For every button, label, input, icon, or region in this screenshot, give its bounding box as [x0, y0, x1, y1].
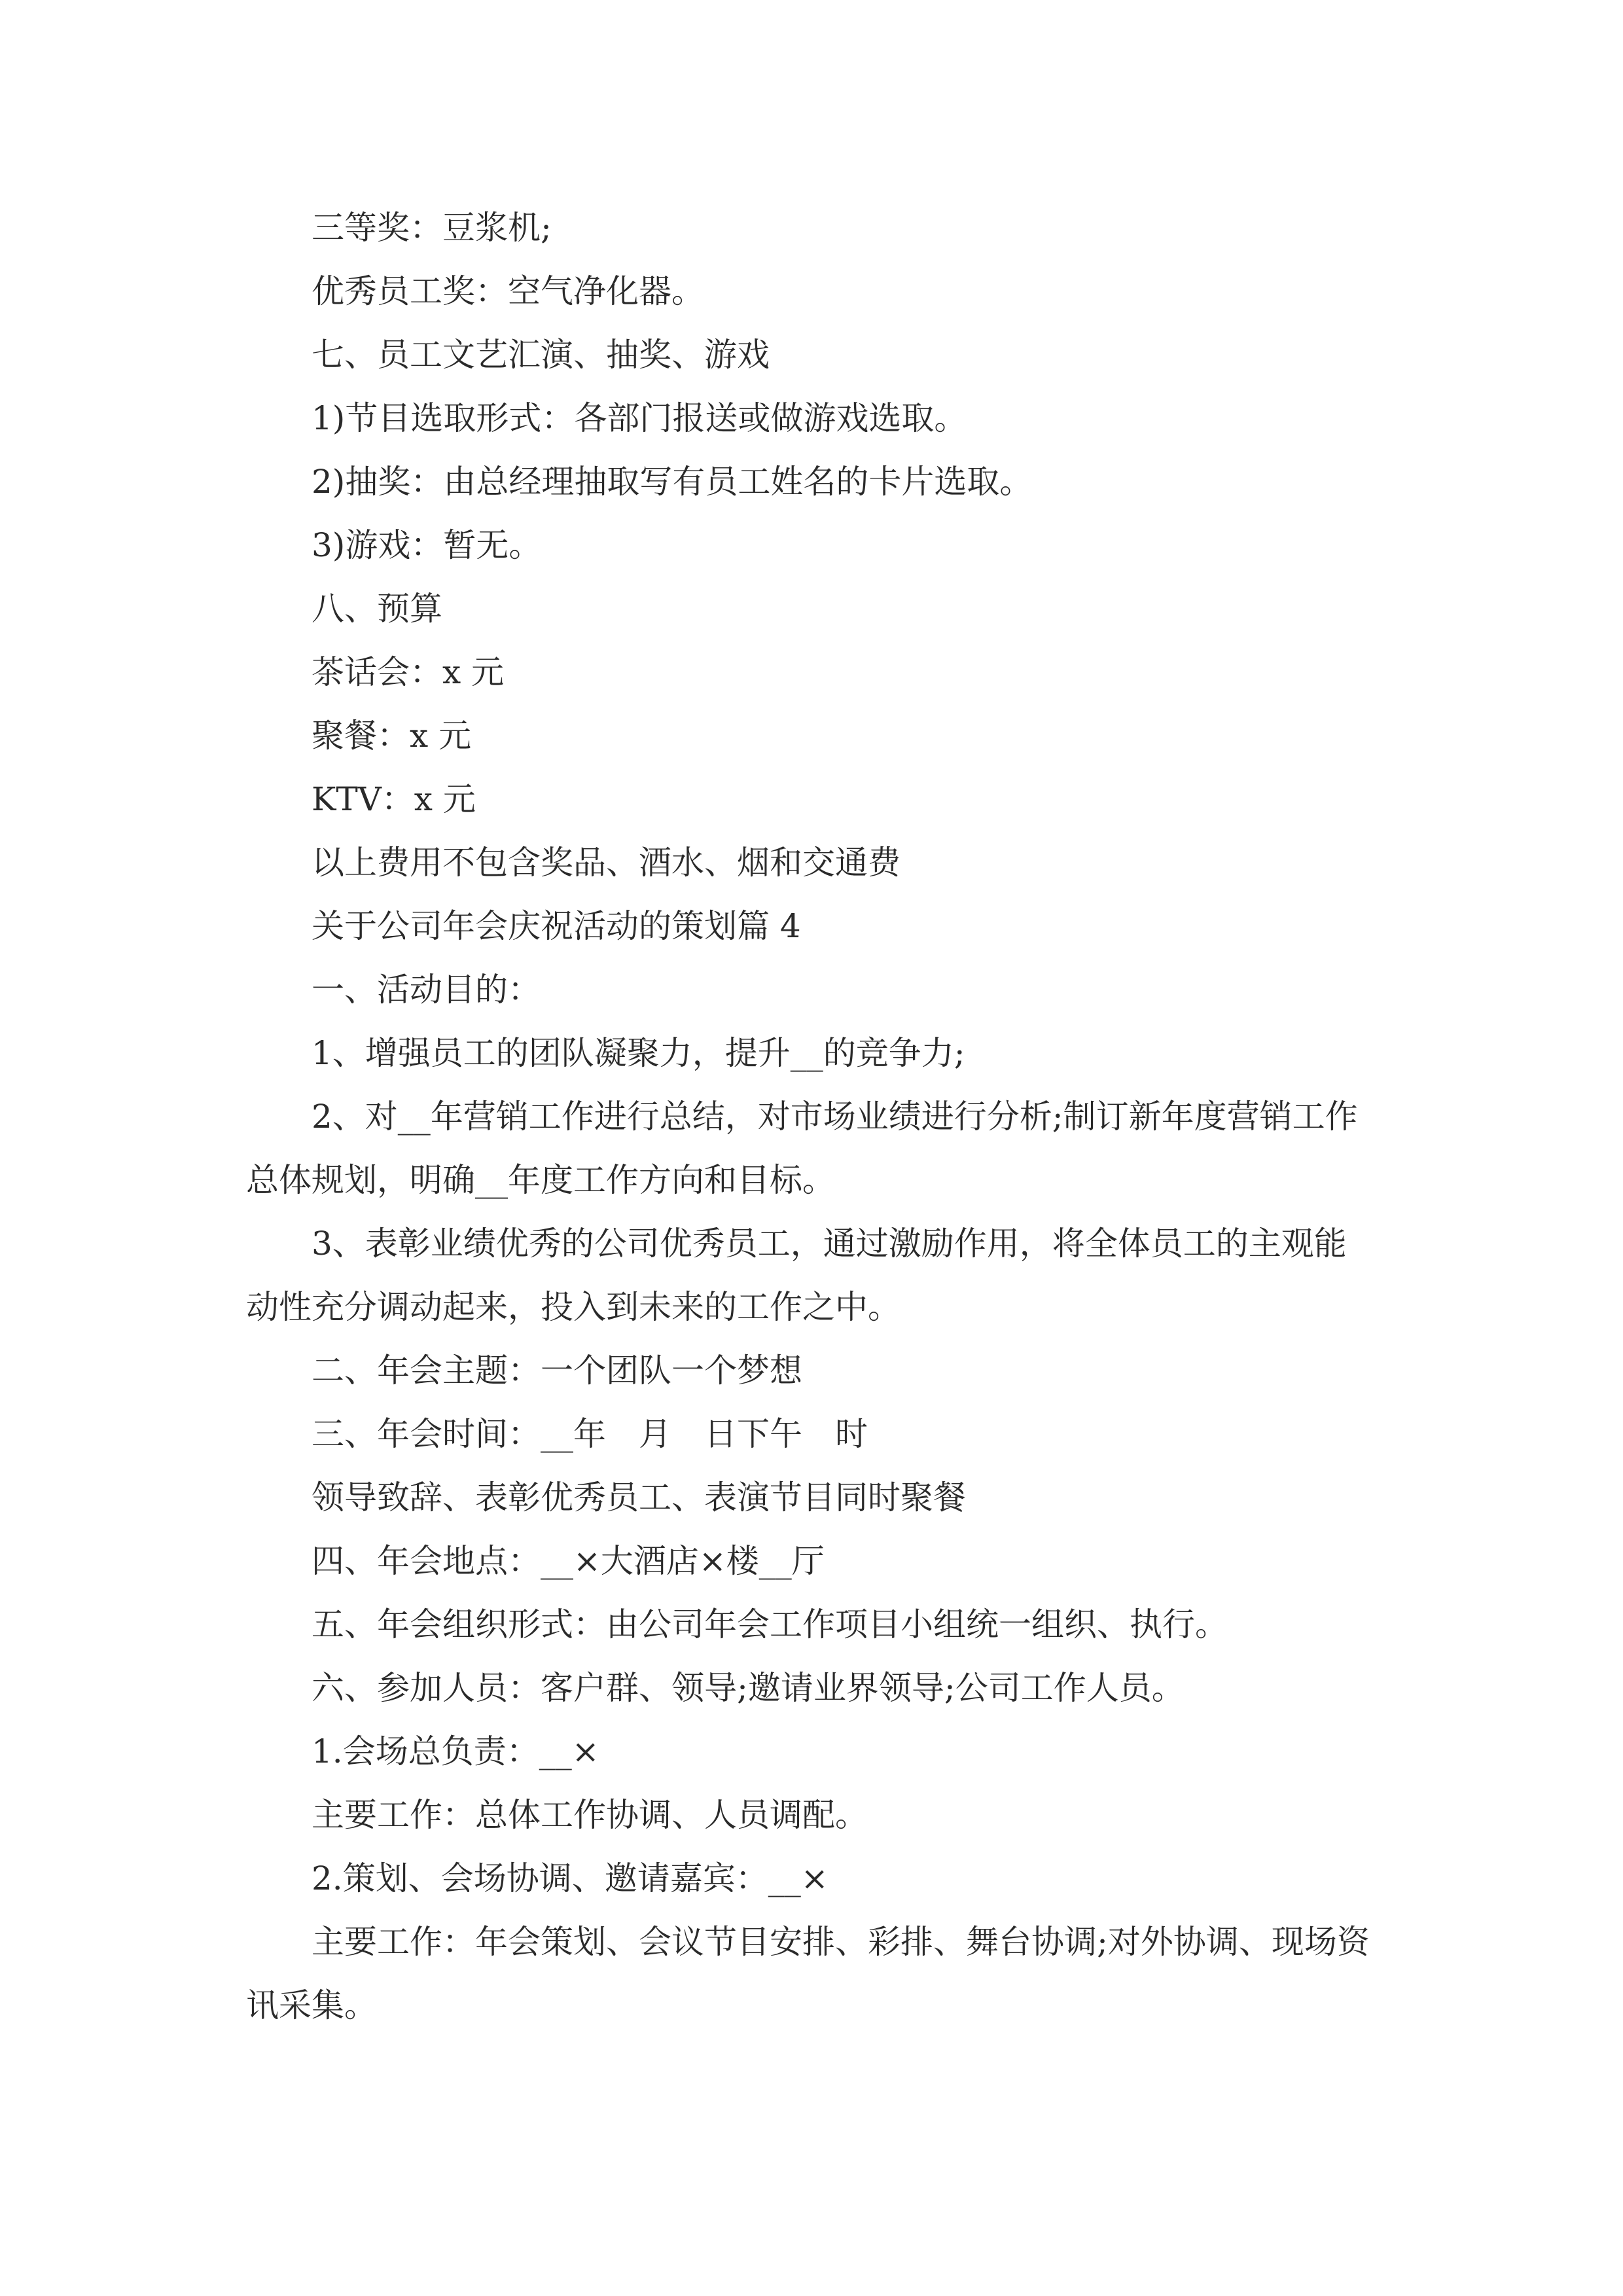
heading-purpose: 一、活动目的： — [312, 971, 541, 1009]
paragraph-planning-lead: 2.策划、会场协调、邀请嘉宾：__× — [312, 1859, 829, 1897]
paragraph-agenda: 领导致辞、表彰优秀员工、表演节目同时聚餐 — [312, 1479, 966, 1516]
paragraph-purpose-2: 2、对__年营销工作进行总结，对市场业绩进行分析;制订新年度营销工作总体规划，明确__年度工作方向和目标。 — [246, 1098, 1358, 1199]
paragraph-budget-ktv: KTV：x 元 — [312, 780, 476, 818]
heading-participants: 六、参加人员：客户群、领导;邀请业界领导;公司工作人员。 — [312, 1669, 1185, 1707]
paragraph-budget-tea-party: 茶话会：x 元 — [312, 653, 505, 691]
heading-venue: 四、年会地点：__×大酒店×楼__厅 — [312, 1542, 825, 1580]
document-body — [246, 196, 1378, 2037]
paragraph-excellent-employee-prize: 优秀员工奖：空气净化器。 — [312, 272, 704, 310]
heading-theme: 二、年会主题：一个团队一个梦想 — [312, 1352, 802, 1390]
paragraph-purpose-1: 1、增强员工的团队凝聚力，提升__的竞争力; — [312, 1034, 965, 1072]
paragraph-purpose-3: 3、表彰业绩优秀的公司优秀员工，通过激励作用，将全体员工的主观能动性充分调动起来，投入到未来的工作之中。 — [246, 1225, 1347, 1326]
paragraph-budget-dinner: 聚餐：x 元 — [312, 717, 472, 755]
paragraph-planning-lead-duties: 主要工作：年会策划、会议节目安排、彩排、舞台协调;对外协调、现场资讯采集。 — [246, 1923, 1370, 2024]
paragraph-venue-lead-duties: 主要工作：总体工作协调、人员调配。 — [312, 1796, 868, 1834]
paragraph-program-selection: 1)节目选取形式：各部门报送或做游戏选取。 — [312, 399, 967, 437]
paragraph-games: 3)游戏：暂无。 — [312, 526, 542, 564]
heading-section-8: 八、预算 — [312, 590, 442, 628]
heading-section-7: 七、员工文艺汇演、抽奖、游戏 — [312, 336, 770, 374]
heading-time: 三、年会时间：__年 月 日下午 时 — [312, 1415, 868, 1453]
paragraph-venue-lead: 1.会场总负责：__× — [312, 1732, 599, 1770]
heading-organization: 五、年会组织形式：由公司年会工作项目小组统一组织、执行。 — [312, 1605, 1228, 1643]
paragraph-third-prize: 三等奖：豆浆机; — [312, 209, 552, 247]
article-title: 关于公司年会庆祝活动的策划篇 4 — [312, 907, 801, 945]
paragraph-lottery: 2)抽奖：由总经理抽取写有员工姓名的卡片选取。 — [312, 463, 1033, 501]
paragraph-budget-note: 以上费用不包含奖品、酒水、烟和交通费 — [312, 844, 901, 882]
